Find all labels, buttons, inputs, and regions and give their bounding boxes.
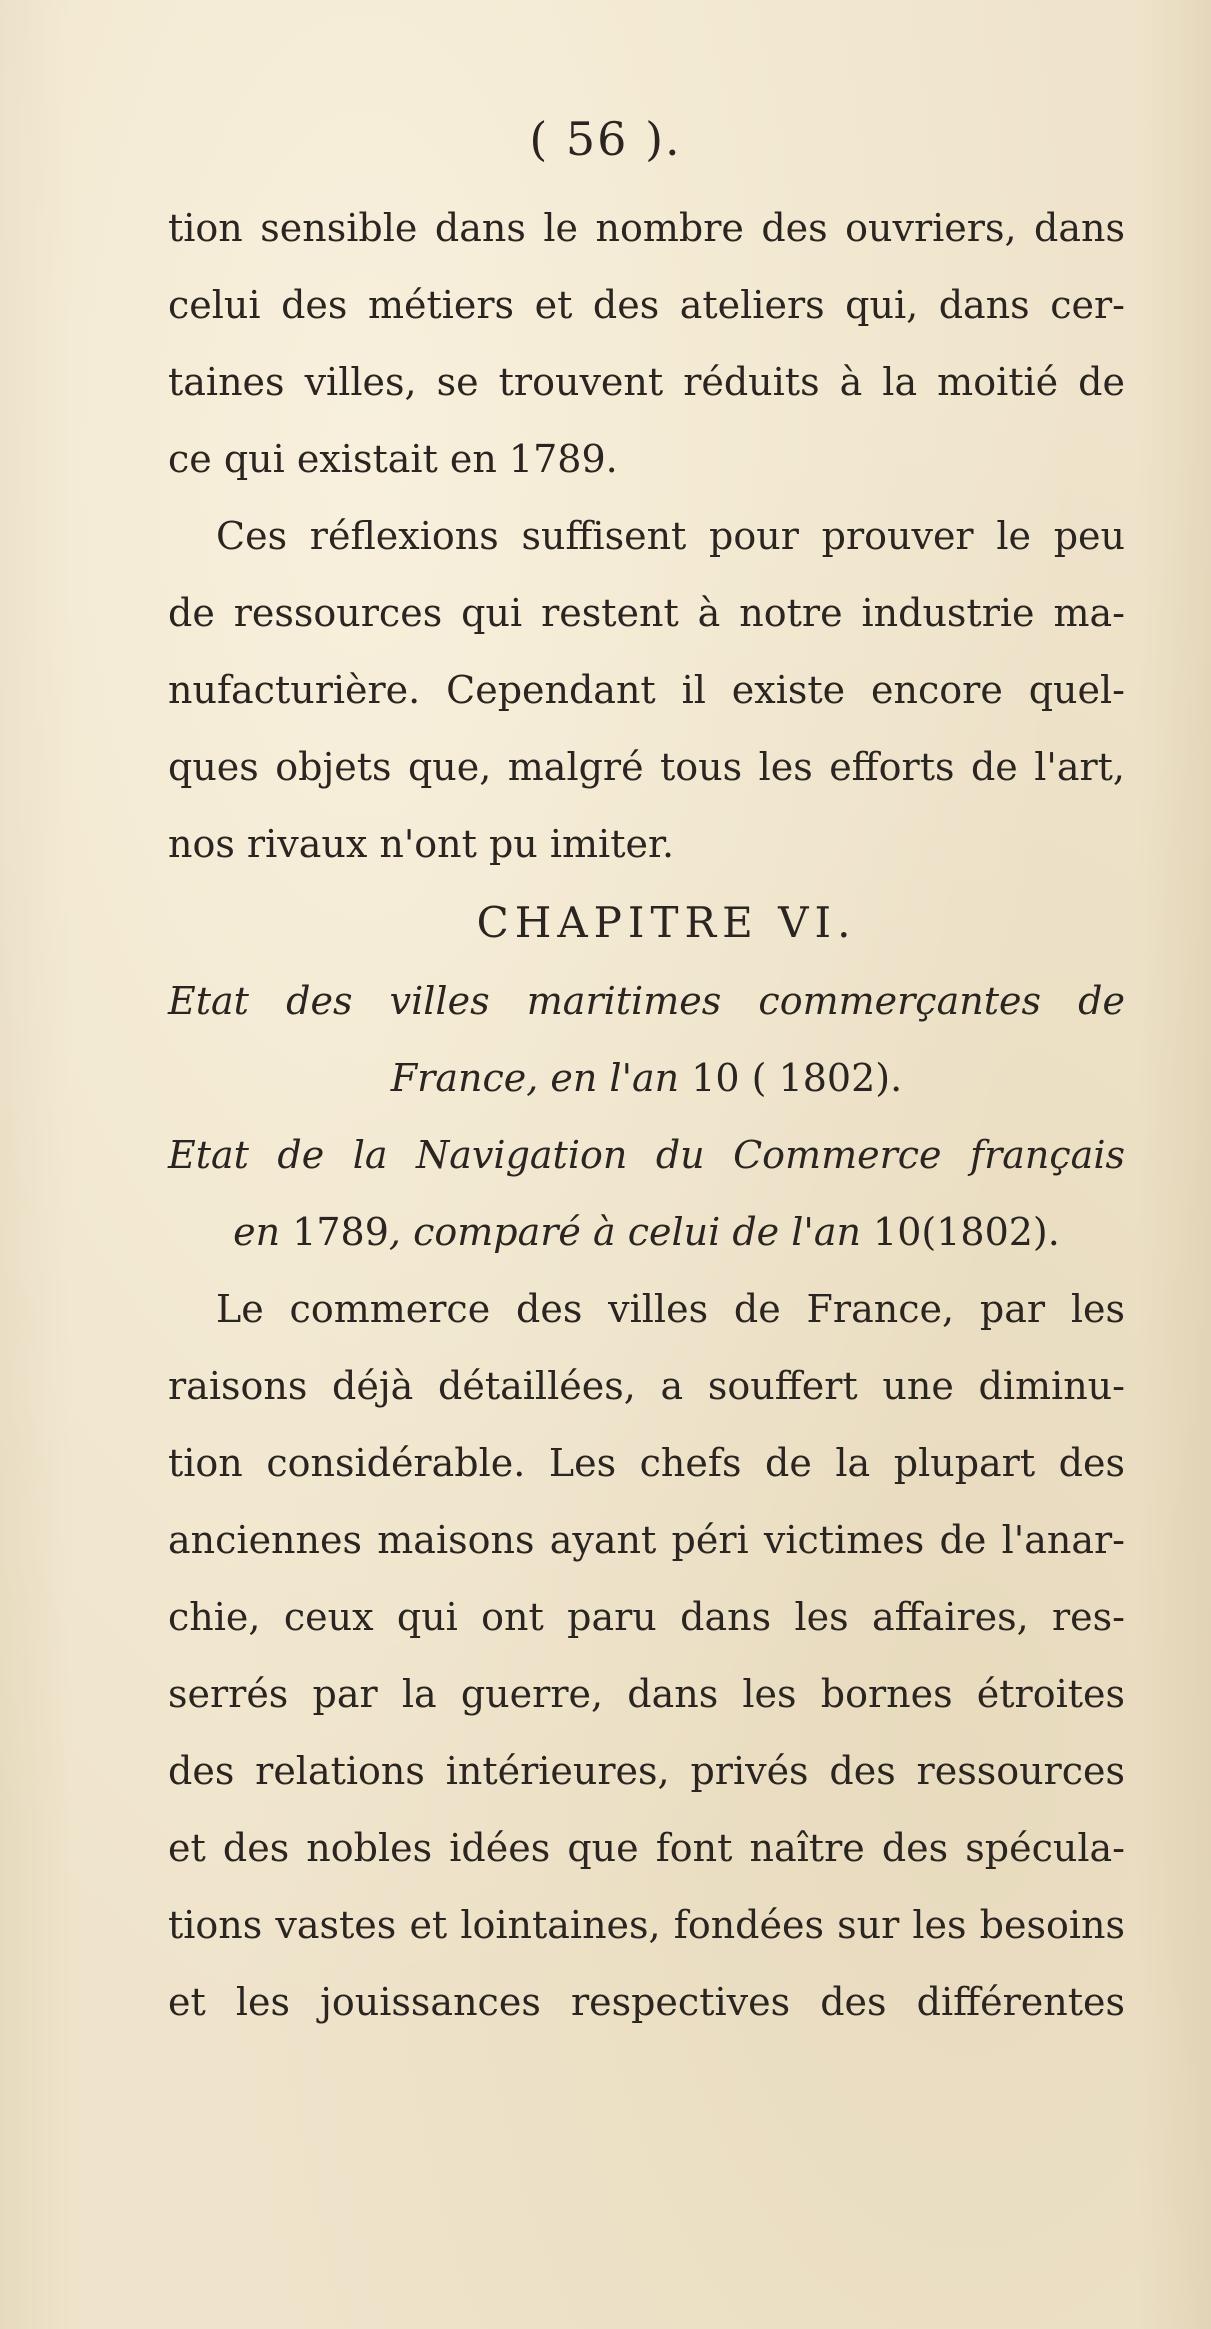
text-line: nos rivaux n'ont pu imiter. [168, 822, 675, 866]
chapter-heading: CHAPITRE VI. [476, 898, 857, 947]
title-roman-part: 10 ( 1802). [679, 1056, 903, 1100]
text-line: tion sensible dans le nombre des ouvriers, dans [168, 206, 1125, 250]
paragraph-2 [168, 498, 1125, 883]
page-body [168, 190, 1125, 2041]
paragraph-1 [168, 190, 1125, 498]
text-line: des relations intérieures, privés des ressources [168, 1749, 1125, 1793]
text-line: celui des métiers et des ateliers qui, dans cer- [168, 283, 1125, 327]
text-line: et les jouissances respectives des différentes [168, 1980, 1125, 2024]
text-line: nufacturière. Cependant il existe encore quel- [168, 668, 1125, 712]
chapter-title-1 [168, 963, 1125, 1117]
chapter-title-line: Etat de la Navigation du Commerce français [168, 1133, 1125, 1177]
chapter-title-2 [168, 1117, 1125, 1271]
text-line: tions vastes et lointaines, fondées sur les besoins [168, 1903, 1125, 1947]
text-line: Le commerce des villes de France, par les [216, 1287, 1125, 1331]
paragraph-3 [168, 1271, 1125, 2041]
text-line: chie, ceux qui ont paru dans les affaires, res- [168, 1595, 1125, 1639]
text-line: raisons déjà détaillées, a souffert une diminu- [168, 1364, 1125, 1408]
text-line: serrés par la guerre, dans les bornes étroites [168, 1672, 1125, 1716]
chapter-title-line [168, 1040, 1125, 1117]
text-line: anciennes maisons ayant péri victimes de l'anar- [168, 1518, 1125, 1562]
text-line: tion considérable. Les chefs de la plupart des [168, 1441, 1125, 1485]
text-line: ce qui existait en 1789. [168, 437, 618, 481]
title-italic-part: , comparé à celui de l'an [388, 1210, 861, 1254]
chapter-title-line [168, 1194, 1125, 1271]
text-line: et des nobles idées que font naître des spécula- [168, 1826, 1125, 1870]
title-roman-part: 10(1802). [860, 1210, 1060, 1254]
text-line: de ressources qui restent à notre industrie ma- [168, 591, 1125, 635]
title-italic-part: France, en l'an [390, 1056, 680, 1100]
title-roman-part: 1789 [280, 1210, 389, 1254]
text-line: taines villes, se trouvent réduits à la moitié de [168, 360, 1125, 404]
page-number: ( 56 ). [529, 112, 682, 166]
text-line: ques objets que, malgré tous les efforts de l'art, [168, 745, 1125, 789]
text-line: Ces réflexions suffisent pour prouver le peu [216, 514, 1125, 558]
chapter-title-line: Etat des villes maritimes commerçantes de [168, 979, 1125, 1023]
title-italic-part: en [233, 1210, 281, 1254]
